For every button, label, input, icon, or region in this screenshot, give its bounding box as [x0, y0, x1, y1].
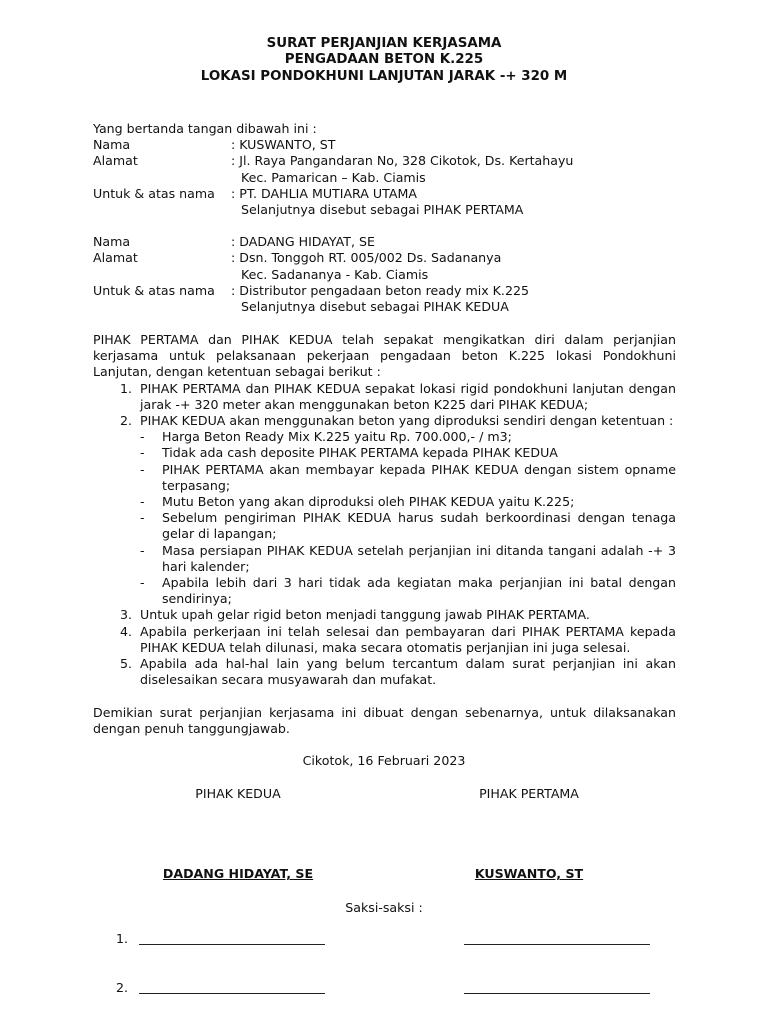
title-line-1: SURAT PERJANJIAN KERJASAMA	[266, 36, 502, 51]
subterm-dash: -	[140, 510, 145, 526]
party1-address-line2: Kec. Pamarican – Kab. Ciamis	[241, 169, 426, 185]
party1-behalf-label: Untuk & atas nama	[93, 185, 215, 201]
party2-name-label: Nama	[93, 234, 131, 250]
right-signatory-name: KUSWANTO, ST	[474, 866, 584, 881]
term-item	[93, 413, 676, 607]
subterm-dash: -	[140, 429, 145, 445]
party2-behalf-value: : Distributor pengadaan beton ready mix K.225	[231, 282, 529, 298]
term-number: 2.	[119, 413, 132, 429]
term-text: Untuk upah gelar rigid beton menjadi tanggung jawab PIHAK PERTAMA.	[140, 607, 590, 623]
term-item	[93, 607, 676, 623]
party1-name-row	[93, 137, 676, 153]
place-date: Cikotok, 16 Februari 2023	[302, 753, 466, 768]
subterm-text: Masa persiapan PIHAK KEDUA setelah perjanjian ini ditanda tangani adalah -+ 3 hari kalender;	[162, 542, 676, 574]
witness-number-2: 2.	[116, 980, 129, 995]
term-item	[93, 624, 676, 656]
witness-1-right-signature-line	[464, 944, 650, 945]
subterm-item	[140, 510, 676, 542]
subterm-text: Apabila lebih dari 3 hari tidak ada kegiatan maka perjanjian ini batal dengan sendirinya;	[162, 575, 676, 607]
term-text: PIHAK PERTAMA dan PIHAK KEDUA sepakat lokasi rigid pondokhuni lanjutan dengan jarak -+ 320 meter akan menggunakan beton K225 dari PIHAK KEDUA;	[140, 380, 676, 412]
subterm-text: PIHAK PERTAMA akan membayar kepada PIHAK KEDUA dengan sistem opname terpasang;	[162, 461, 676, 493]
subterm-text: Harga Beton Ready Mix K.225 yaitu Rp. 700.000,- / m3;	[162, 429, 512, 445]
subterm-dash: -	[140, 461, 145, 477]
left-signatory-role: PIHAK KEDUA	[195, 786, 281, 801]
subterm-text: Tidak ada cash deposite PIHAK PERTAMA kepada PIHAK KEDUA	[162, 445, 558, 461]
term-number: 5.	[119, 656, 132, 672]
party2-name-row	[93, 234, 676, 250]
subterm-item	[140, 462, 676, 494]
subterm-item	[140, 429, 676, 445]
term-text: Apabila ada hal-hal lain yang belum tercantum dalam surat perjanjian ini akan diselesaikan secara musyawarah dan mufakat.	[140, 656, 676, 688]
party1-behalf-row	[93, 186, 676, 202]
subterm-item	[140, 445, 676, 461]
witness-2-left-signature-line	[139, 993, 325, 994]
term-item	[93, 381, 676, 413]
party2-address-value: : Dsn. Tonggoh RT. 005/002 Ds. Sadananya	[231, 250, 502, 266]
party2-address-row	[93, 250, 676, 266]
party2-address-label: Alamat	[93, 250, 138, 266]
agreement-body	[93, 332, 676, 688]
party1-name-label: Nama	[93, 137, 131, 153]
subterm-item	[140, 575, 676, 607]
term-item	[93, 656, 676, 688]
witness-number-1: 1.	[116, 931, 129, 946]
witness-1-left-signature-line	[139, 944, 325, 945]
subterm-dash: -	[140, 494, 145, 510]
witness-2-right-signature-line	[464, 993, 650, 994]
term-number: 3.	[119, 607, 132, 623]
party1-behalf-value: : PT. DAHLIA MUTIARA UTAMA	[231, 185, 417, 201]
right-signatory-role: PIHAK PERTAMA	[479, 786, 579, 801]
party2-address-line2: Kec. Sadananya - Kab. Ciamis	[241, 266, 429, 282]
subterm-dash: -	[140, 542, 145, 558]
intro-text: Yang bertanda tangan dibawah ini :	[93, 121, 317, 136]
subterm-item	[140, 543, 676, 575]
left-signatory-name: DADANG HIDAYAT, SE	[162, 866, 314, 881]
party1-name-value: : KUSWANTO, ST	[231, 137, 336, 153]
document-title	[0, 36, 768, 85]
closing-paragraph: Demikian surat perjanjian kerjasama ini dibuat dengan sebenarnya, untuk dilaksanakan dengan penuh tanggungjawab.	[93, 705, 676, 737]
party1-address-row	[93, 153, 676, 169]
party1-address-value: : Jl. Raya Pangandaran No, 328 Cikotok, Ds. Kertahayu	[231, 153, 574, 169]
subterm-dash: -	[140, 575, 145, 591]
subterms-list	[140, 429, 676, 607]
term-text: Apabila perkerjaan ini telah selesai dan pembayaran dari PIHAK PERTAMA kepada PIHAK KEDUA telah dilunasi, maka secara otomatis perjanjian ini juga selesai.	[140, 623, 676, 655]
subterm-text: Sebelum pengiriman PIHAK KEDUA harus sudah berkoordinasi dengan tenaga gelar di lapangan;	[162, 510, 676, 542]
title-line-3: LOKASI PONDOKHUNI LANJUTAN JARAK -+ 320 M	[200, 68, 568, 84]
subterm-item	[140, 494, 676, 510]
terms-list	[93, 381, 676, 689]
subterm-text: Mutu Beton yang akan diproduksi oleh PIHAK KEDUA yaitu K.225;	[162, 494, 575, 510]
parties-section	[93, 121, 676, 315]
agreement-intro: PIHAK PERTAMA dan PIHAK KEDUA telah sepakat mengikatkan diri dalam perjanjian kerjasama untuk pelaksanaan pekerjaan pengadaan beton K.225 lokasi Pondokhuni Lanjutan, dengan ketentuan sebagai berikut :	[93, 332, 676, 380]
party2-name-value: : DADANG HIDAYAT, SE	[231, 234, 375, 250]
term-body	[140, 413, 676, 607]
title-line-2: PENGADAAN BETON K.225	[284, 52, 484, 68]
term-number: 4.	[119, 623, 132, 639]
party1-address-label: Alamat	[93, 153, 138, 169]
term-number: 1.	[119, 380, 132, 396]
party2-behalf-line2: Selanjutnya disebut sebagai PIHAK KEDUA	[241, 299, 509, 315]
party2-behalf-label: Untuk & atas nama	[93, 282, 215, 298]
party1-behalf-line2: Selanjutnya disebut sebagai PIHAK PERTAMA	[241, 202, 524, 218]
term-text: PIHAK KEDUA akan menggunakan beton yang diproduksi sendiri dengan ketentuan :	[140, 413, 674, 429]
witness-title: Saksi-saksi :	[345, 900, 423, 915]
subterm-dash: -	[140, 445, 145, 461]
party2-behalf-row	[93, 283, 676, 299]
